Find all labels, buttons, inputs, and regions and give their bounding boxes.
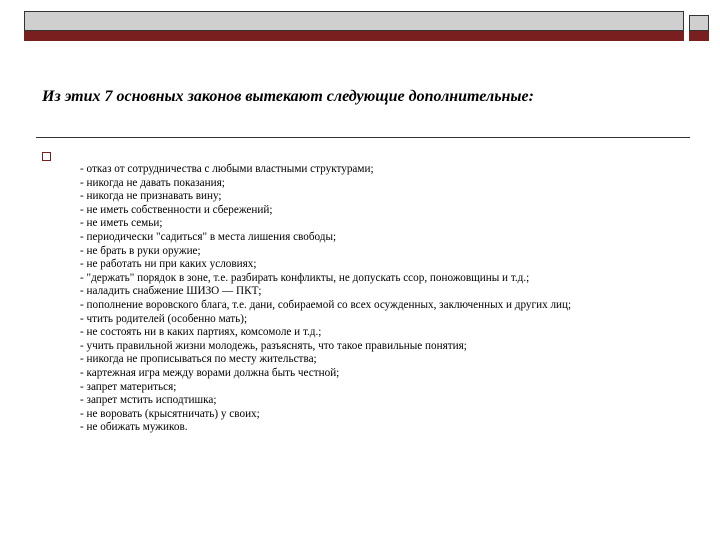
list-item: - никогда не признавать вину; [80,190,222,203]
list-item: - наладить снабжение ШИЗО — ПКТ; [80,285,262,298]
list-item: - никогда не давать показания; [80,176,225,189]
list-item: - никогда не прописываться по месту жительства; [80,353,317,366]
header-bar-red [24,31,684,41]
list-item: - не иметь семьи; [80,217,163,230]
list-item: - картежная игра между ворами должна быть честной; [80,366,340,379]
corner-decoration-gray [689,15,709,31]
list-item: - запрет материться; [80,380,177,393]
list-item: - периодически "садиться" в места лишения свободы; [80,230,337,243]
list-item: - не обижать мужиков. [80,421,188,434]
list-item: - не иметь собственности и сбережений; [80,203,273,216]
title-divider [36,137,690,138]
list-item: - запрет мстить исподтишка; [80,394,217,407]
slide-title: Из этих 7 основных законов вытекают следующие дополнительные: [42,88,534,105]
rules-list [80,163,680,435]
list-item: - пополнение воровского блага, т.е. дани, собираемой со всех осужденных, заключенных и других лиц; [80,298,572,311]
corner-decoration [689,15,709,41]
header-bar-gray [24,11,684,31]
list-item: - не воровать (крысятничать) у своих; [80,407,260,420]
list-item: - "держать" порядок в зоне, т.е. разбирать конфликты, не допускать ссор, поножовщины и т.д.; [80,271,530,284]
list-item: - не брать в руки оружие; [80,244,201,257]
list-item: - не работать ни при каких условиях; [80,258,257,271]
list-item: - учить правильной жизни молодежь, разъяснять, что такое правильные понятия; [80,339,467,352]
list-item: - отказ от сотрудничества с любыми властными структурами; [80,163,374,175]
list-item: - не состоять ни в каких партиях, комсомоле и т.д.; [80,326,322,339]
corner-decoration-red [689,31,709,41]
square-bullet-icon [42,152,51,161]
list-item: - чтить родителей (особенно мать); [80,312,248,325]
